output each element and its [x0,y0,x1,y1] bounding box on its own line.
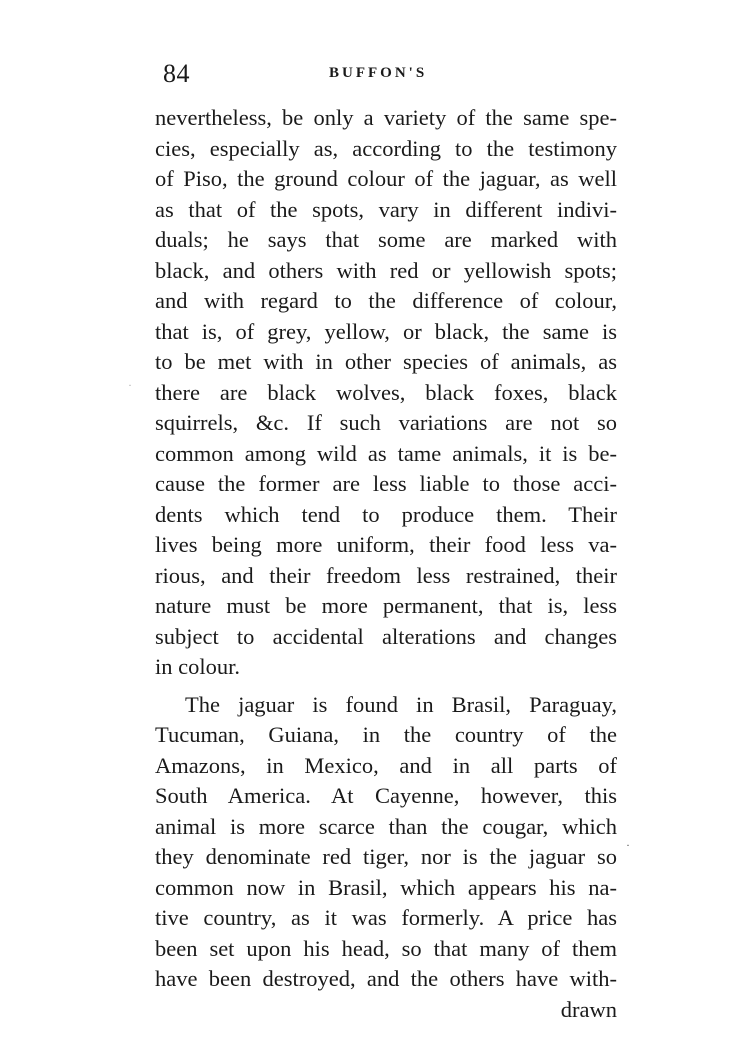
page-header [157,55,617,95]
text-line: nature must be more permanent, that is, less [155,593,617,618]
text-line: in colour. [155,654,240,679]
text-line: and with regard to the difference of colour, [155,288,617,313]
text-line: squirrels, &c. If such variations are not so [155,410,617,435]
body-text [155,103,617,1025]
text-line: duals; he says that some are marked with [155,227,617,252]
text-line: that is, of grey, yellow, or black, the same is [155,318,617,344]
text-line: tive country, as it was formerly. A price has [155,905,617,930]
text-line: as that of the spots, vary in different indivi- [155,196,617,222]
text-line: to be met with in other species of animals, as [155,349,617,374]
text-line: they denominate red tiger, nor is the jaguar so [155,844,617,869]
text-line: lives being more uniform, their food less va- [155,532,617,557]
text-line: rious, and their freedom less restrained, their [155,562,617,588]
text-line: been set upon his head, so that many of them [155,935,617,961]
text-line: cause the former are less liable to those acci- [155,471,617,496]
text-line: The jaguar is found in Brasil, Paraguay, [185,691,617,717]
text-line: there are black wolves, black foxes, black [155,379,617,405]
text-line: common among wild as tame animals, it is be- [155,440,617,466]
text-line: black, and others with red or yellowish spots; [155,257,617,283]
ink-speck: · [626,838,630,852]
text-line: animal is more scarce than the cougar, which [155,813,617,839]
text-line: have been destroyed, and the others have with- [155,966,617,991]
text-line: South America. At Cayenne, however, this [155,783,617,808]
text-line: Tucuman, Guiana, in the country of the [155,722,617,747]
running-head: BUFFON'S [329,65,428,81]
page-number: 84 [163,59,190,88]
text-line: of Piso, the ground colour of the jaguar, as well [155,166,617,191]
text-line: nevertheless, be only a variety of the same spe- [155,105,617,130]
paragraph-1 [155,103,617,683]
text-line: subject to accidental alterations and changes [155,623,617,649]
paragraph-gap [155,683,617,690]
catchword: drawn [560,996,617,1022]
margin-speck: · [128,378,132,392]
text-line: Amazons, in Mexico, and in all parts of [155,752,617,778]
text-line: common now in Brasil, which appears his na- [155,874,617,900]
text-line: dents which tend to produce them. Their [155,501,617,527]
text-line: cies, especially as, according to the testimony [155,135,617,161]
paragraph-2 [155,690,617,995]
